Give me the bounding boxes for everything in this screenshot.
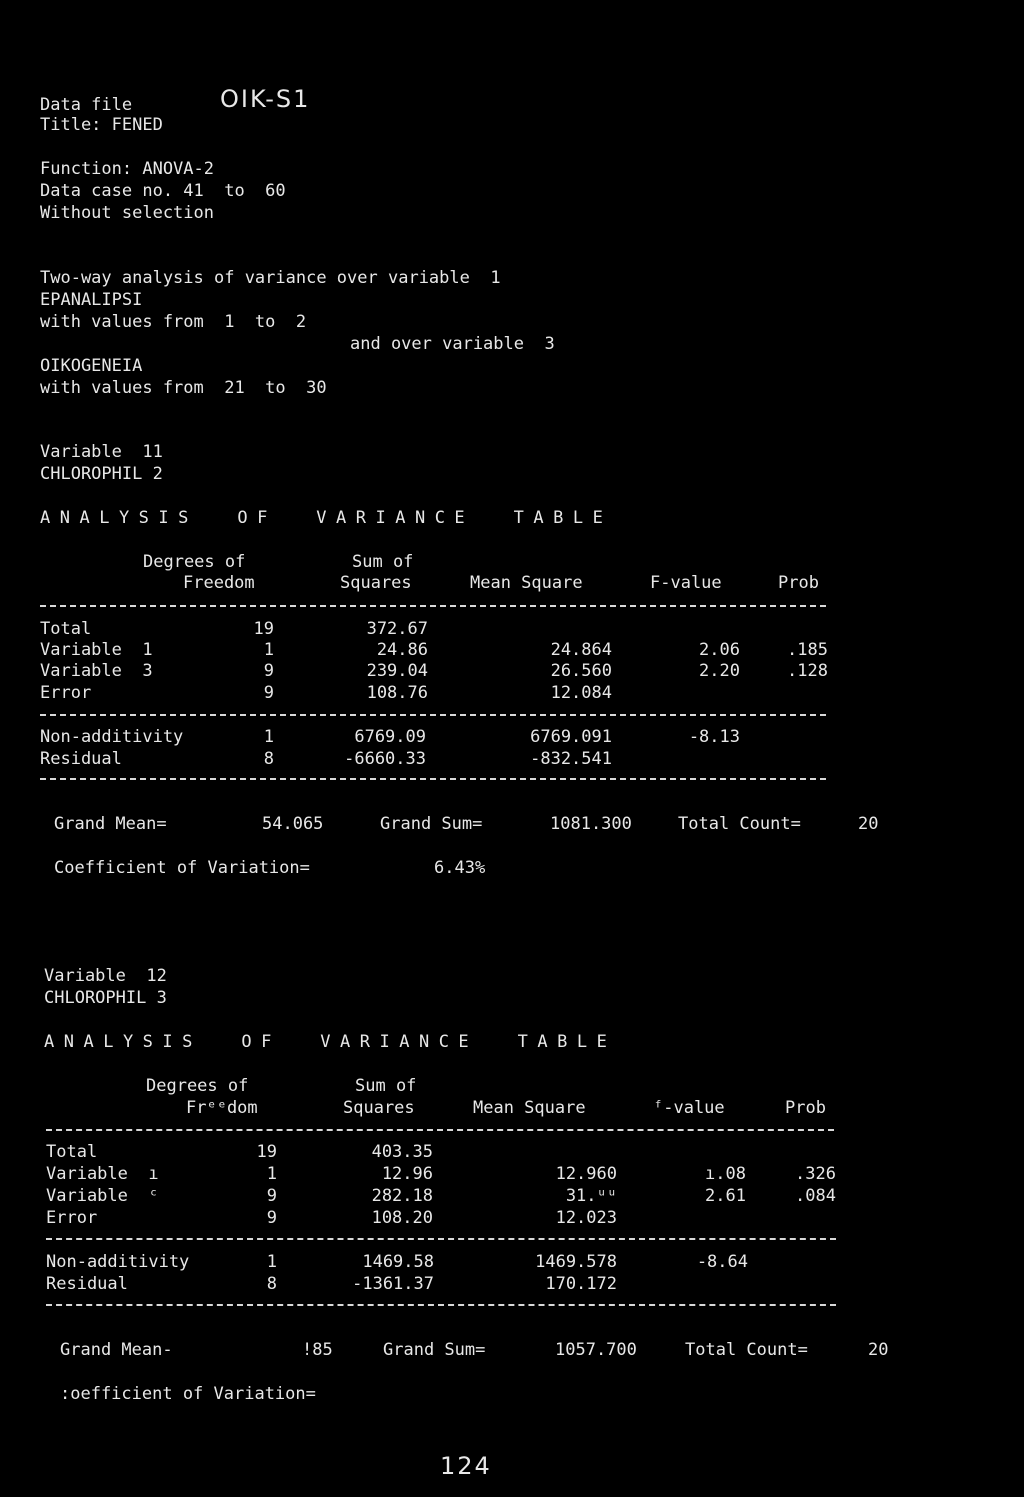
- row-source: Non-additivity: [40, 727, 184, 747]
- row-ms: 12.084: [550, 683, 612, 703]
- row-f: 2.61: [705, 1186, 746, 1206]
- row-ms: 12.023: [555, 1208, 617, 1228]
- row-df: 19: [256, 1142, 277, 1162]
- header-ss-top: Sum of: [352, 552, 414, 572]
- table-rule: [46, 1129, 834, 1131]
- row-df: 8: [266, 1274, 277, 1294]
- design-line-5: OIKOGENEIA: [40, 356, 143, 376]
- row-source: Error: [46, 1208, 98, 1228]
- row-ss: 24.86: [376, 640, 428, 660]
- header-ms: Mean Square: [473, 1098, 586, 1118]
- row-df: 9: [263, 683, 274, 703]
- header-df-top: Degrees of: [143, 552, 246, 572]
- row-f: 2.20: [699, 661, 740, 681]
- cv-label: :oefficient of Variation=: [60, 1384, 316, 1404]
- row-ss: 1469.58: [362, 1252, 434, 1272]
- total-count-label: Total Count=: [678, 814, 801, 834]
- row-df: 1: [266, 1164, 277, 1184]
- data-file-handwritten: OIK-S1: [220, 85, 311, 113]
- row-df: 1: [263, 640, 274, 660]
- row-source: Error: [40, 683, 92, 703]
- row-ss: 108.76: [366, 683, 428, 703]
- row-df: 19: [253, 619, 274, 639]
- grand-sum-value: 1057.700: [555, 1340, 637, 1360]
- row-p: .084: [795, 1186, 836, 1206]
- table-rule: [46, 1238, 836, 1240]
- row-df: 1: [263, 727, 274, 747]
- header-ss-bottom: Squares: [340, 573, 412, 593]
- header-f: ᶠ-value: [653, 1098, 725, 1118]
- design-line-2: EPANALIPSI: [40, 290, 143, 310]
- header-df-bottom: Frᵉᵉdom: [186, 1098, 258, 1118]
- grand-sum-value: 1081.300: [550, 814, 632, 834]
- function-line: Function: ANOVA-2: [40, 159, 214, 179]
- header-ms: Mean Square: [470, 573, 583, 593]
- row-ss: 403.35: [371, 1142, 433, 1162]
- table-title: ANALYSIS OF VARIANCE TABLE: [44, 1032, 617, 1052]
- row-f: -8.13: [688, 727, 740, 747]
- row-p: .185: [787, 640, 828, 660]
- row-source: Total: [40, 619, 92, 639]
- row-ss: -6660.33: [344, 749, 426, 769]
- row-ss: 6769.09: [354, 727, 426, 747]
- grand-mean-value: 54.065: [262, 814, 324, 834]
- row-source: Variable ı: [46, 1164, 159, 1184]
- row-df: 9: [263, 661, 274, 681]
- row-df: 8: [263, 749, 274, 769]
- row-ss: 372.67: [366, 619, 428, 639]
- table-rule: [46, 1304, 836, 1306]
- row-ms: 170.172: [545, 1274, 617, 1294]
- row-ms: 31.ᵘᵘ: [565, 1186, 617, 1206]
- row-f: ı.08: [705, 1164, 746, 1184]
- grand-mean-value: !85: [302, 1340, 333, 1360]
- row-ms: 1469.578: [535, 1252, 617, 1272]
- design-line-4: and over variable 3: [350, 334, 555, 354]
- design-line-1: Two-way analysis of variance over variable 1: [40, 268, 501, 288]
- row-df: 1: [266, 1252, 277, 1272]
- case-line: Data case no. 41 to 60: [40, 181, 286, 201]
- total-count-label: Total Count=: [685, 1340, 808, 1360]
- row-source: Non-additivity: [46, 1252, 190, 1272]
- cv-label: Coefficient of Variation=: [54, 858, 310, 878]
- header-ss-top: Sum of: [355, 1076, 417, 1096]
- row-f: 2.06: [699, 640, 740, 660]
- row-source: Variable 3: [40, 661, 153, 681]
- table-title: ANALYSIS OF VARIANCE TABLE: [40, 508, 613, 528]
- header-p: Prob: [778, 573, 819, 593]
- row-source: Variable 1: [40, 640, 153, 660]
- variable-line: Variable 11: [40, 442, 163, 462]
- row-ms: 12.960: [555, 1164, 617, 1184]
- row-source: Residual: [40, 749, 122, 769]
- grand-mean-label: Grand Mean-: [60, 1340, 173, 1360]
- grand-mean-label: Grand Mean=: [54, 814, 167, 834]
- row-df: 9: [266, 1208, 277, 1228]
- total-count-value: 20: [868, 1340, 889, 1360]
- selection-line: Without selection: [40, 203, 214, 223]
- variable-name: CHLOROPHIL 2: [40, 464, 163, 484]
- table-rule: [40, 714, 826, 716]
- grand-sum-label: Grand Sum=: [383, 1340, 486, 1360]
- row-ss: 282.18: [371, 1186, 433, 1206]
- total-count-value: 20: [858, 814, 879, 834]
- row-ms: 24.864: [550, 640, 612, 660]
- row-ss: 12.96: [381, 1164, 433, 1184]
- data-file-label: Data file: [40, 95, 133, 115]
- table-rule: [40, 605, 826, 607]
- row-ss: 239.04: [366, 661, 428, 681]
- header-df-bottom: Freedom: [183, 573, 255, 593]
- design-line-3: with values from 1 to 2: [40, 312, 307, 332]
- table-rule: [40, 778, 826, 780]
- design-line-6: with values from 21 to 30: [40, 378, 327, 398]
- row-ss: -1361.37: [352, 1274, 434, 1294]
- header-df-top: Degrees of: [146, 1076, 249, 1096]
- page-number: 124: [440, 1452, 492, 1480]
- variable-name: CHLOROPHIL 3: [44, 988, 167, 1008]
- header-p: Prob: [785, 1098, 826, 1118]
- title-line: Title: FENED: [40, 115, 163, 135]
- row-f: -8.64: [696, 1252, 748, 1272]
- header-ss-bottom: Squares: [343, 1098, 415, 1118]
- header-f: F-value: [650, 573, 722, 593]
- row-ss: 108.20: [371, 1208, 433, 1228]
- grand-sum-label: Grand Sum=: [380, 814, 483, 834]
- row-source: Variable ᶜ: [46, 1186, 159, 1206]
- cv-value: 6.43%: [434, 858, 486, 878]
- row-df: 9: [266, 1186, 277, 1206]
- row-p: .326: [795, 1164, 836, 1184]
- row-source: Total: [46, 1142, 98, 1162]
- row-ms: -832.541: [530, 749, 612, 769]
- variable-line: Variable 12: [44, 966, 167, 986]
- row-p: .128: [787, 661, 828, 681]
- row-ms: 26.560: [550, 661, 612, 681]
- row-source: Residual: [46, 1274, 128, 1294]
- row-ms: 6769.091: [530, 727, 612, 747]
